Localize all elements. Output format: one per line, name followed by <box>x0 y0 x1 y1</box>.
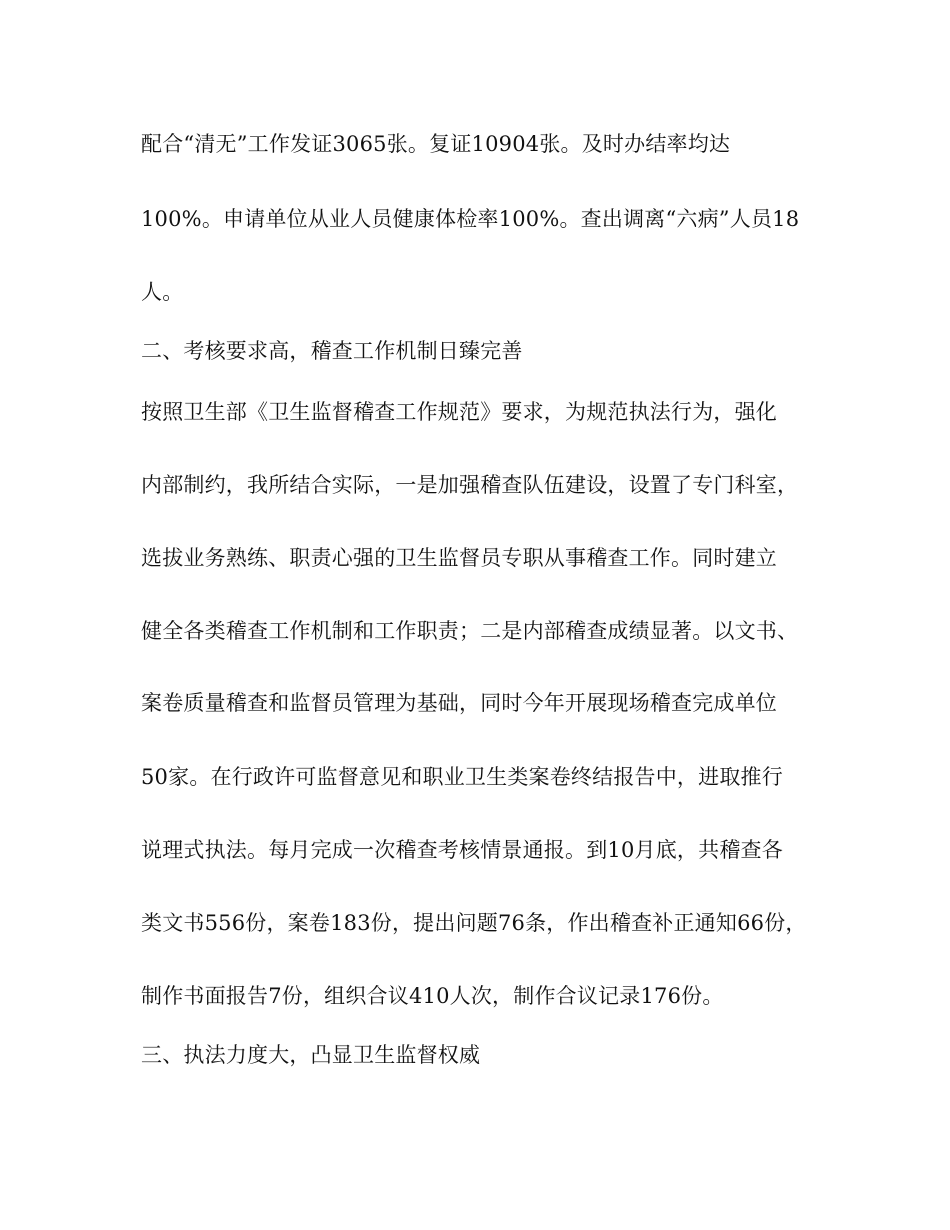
paragraph-line: 制作书面报告7份，组织合议410人次，制作合议记录176份。 <box>141 984 724 1008</box>
paragraph-line: 健全各类稽查工作机制和工作职责；二是内部稽查成绩显著。以文书、 <box>141 619 799 643</box>
paragraph-line: 100%。申请单位从业人员健康体检率100%。查出调离“六病”人员18 <box>141 207 800 231</box>
paragraph-line: 说理式执法。每月完成一次稽查考核情景通报。到10月底，共稽查各 <box>141 838 783 862</box>
paragraph-line: 人。 <box>141 280 184 304</box>
paragraph-line: 配合“清无”工作发证3065张。复证10904张。及时办结率均达 <box>141 132 731 156</box>
paragraph-line: 案卷质量稽查和监督员管理为基础，同时今年开展现场稽查完成单位 <box>141 691 777 715</box>
paragraph-line: 内部制约，我所结合实际，一是加强稽查队伍建设，设置了专门科室， <box>141 473 799 497</box>
paragraph-line: 50家。在行政许可监督意见和职业卫生类案卷终结报告中，进取推行 <box>141 765 783 789</box>
section-heading: 三、执法力度大，凸显卫生监督权威 <box>141 1043 481 1067</box>
paragraph-line: 类文书556份，案卷183份，提出问题76条，作出稽查补正通知66份， <box>141 911 807 935</box>
paragraph-line: 按照卫生部《卫生监督稽查工作规范》要求，为规范执法行为，强化 <box>141 400 777 424</box>
section-heading: 二、考核要求高，稽查工作机制日臻完善 <box>141 339 523 363</box>
paragraph-line: 选拔业务熟练、职责心强的卫生监督员专职从事稽查工作。同时建立 <box>141 546 777 570</box>
